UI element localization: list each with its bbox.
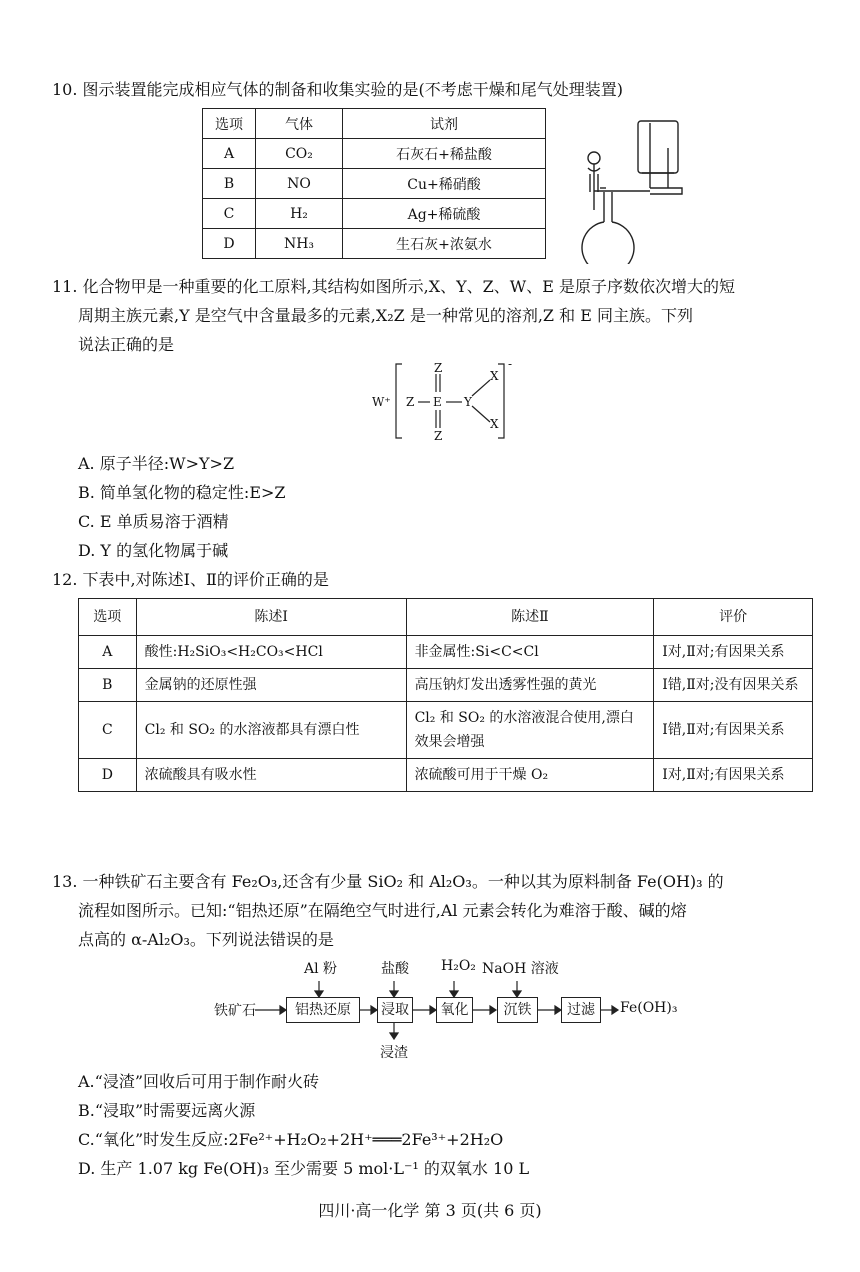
q11-line1: 11. 化合物甲是一种重要的化工原料,其结构如图所示,X、Y、Z、W、E 是原子序数依次增大的短 [52,277,735,296]
flow-step-oxidize: 氧化 [436,997,473,1023]
struct-z-bottom: Z [434,429,443,443]
struct-x-bottom: X [490,417,499,431]
struct-x-top: X [490,369,499,383]
q12-cell: 酸性:H₂SiO₃<H₂CO₃<HCl [136,636,406,669]
page-footer: 四川·高一化学 第 3 页(共 6 页) [318,1201,542,1220]
q12-cell: Ⅰ对,Ⅱ对;有因果关系 [654,759,813,792]
struct-charge: - [508,358,513,371]
struct-z-top: Z [434,361,443,375]
q12-stem: 12. 下表中,对陈述Ⅰ、Ⅱ的评价正确的是 [52,570,329,589]
q13-option-d: D. 生产 1.07 kg Fe(OH)₃ 至少需要 5 mol·L⁻¹ 的双氧水 10 L [78,1159,530,1178]
flow-input-naoh: NaOH 溶液 [482,961,559,977]
q10-cell: A [203,139,256,169]
q12-cell: Cl₂ 和 SO₂ 的水溶液都具有漂白性 [136,702,406,759]
q10-cell: NO [256,169,343,199]
struct-e: E [433,395,442,409]
struct-w: W⁺ [372,395,391,409]
table-row [203,229,546,259]
flow-step-filter: 过滤 [561,997,601,1023]
q11-option-b: B. 简单氢化物的稳定性:E>Z [78,483,286,502]
q12-cell: Ⅰ错,Ⅱ对;没有因果关系 [654,669,813,702]
q10-cell: D [203,229,256,259]
q10-header: 气体 [256,109,343,139]
q12-cell: A [79,636,137,669]
q12-cell: Ⅰ对,Ⅱ对;有因果关系 [654,636,813,669]
q10-cell: Ag+稀硫酸 [343,199,546,229]
q11-line2: 周期主族元素,Y 是空气中含量最多的元素,X₂Z 是一种常见的溶剂,Z 和 E 同主族。下列 [78,306,693,325]
q10-cell: CO₂ [256,139,343,169]
q12-cell: C [79,702,137,759]
table-row [79,636,813,669]
q13-option-c: C.“氧化”时发生反应:2Fe²⁺+H₂O₂+2H⁺═══2Fe³⁺+2H₂O [78,1130,504,1149]
q10-cell: 石灰石+稀盐酸 [343,139,546,169]
flow-residue: 浸渣 [380,1045,408,1061]
q12-cell: Ⅰ错,Ⅱ对;有因果关系 [654,702,813,759]
q11-option-d: D. Y 的氢化物属于碱 [78,541,229,560]
q13-option-a: A.“浸渣”回收后可用于制作耐火砖 [78,1072,320,1091]
q10-table [202,108,546,259]
flow-input-h2o2: H₂O₂ [441,958,476,974]
q12-cell: 浓硫酸具有吸水性 [136,759,406,792]
q10-cell: B [203,169,256,199]
q10-cell: C [203,199,256,229]
flow-step-precipitate: 沉铁 [497,997,538,1023]
struct-y: Y [464,395,472,409]
flow-input-al: Al 粉 [304,961,338,977]
q12-table [78,598,813,792]
q13-line1: 13. 一种铁矿石主要含有 Fe₂O₃,还含有少量 SiO₂ 和 Al₂O₃。一种以其为原料制备 Fe(OH)₃ 的 [52,872,724,891]
q10-header: 试剂 [343,109,546,139]
gas-apparatus-diagram [580,118,690,264]
table-row [79,759,813,792]
q10-cell: NH₃ [256,229,343,259]
table-row [203,199,546,229]
q13-option-b: B.“浸取”时需要远离火源 [78,1101,256,1120]
q10-stem: 10. 图示装置能完成相应气体的制备和收集实验的是(不考虑干燥和尾气处理装置) [52,80,624,99]
q12-cell: 非金属性:Si<C<Cl [406,636,654,669]
q10-cell: 生石灰+浓氨水 [343,229,546,259]
flow-start: 铁矿石 [214,1003,256,1019]
q12-header: 评价 [654,599,813,636]
q11-option-a: A. 原子半径:W>Y>Z [78,454,235,473]
q10-cell: H₂ [256,199,343,229]
q13-line3: 点高的 α-Al₂O₃。下列说法错误的是 [78,930,334,949]
table-row [79,702,813,759]
table-row [203,169,546,199]
table-row [79,599,813,636]
flow-step-reduction: 铝热还原 [286,997,360,1023]
q12-cell: D [79,759,137,792]
table-row [203,109,546,139]
compound-structure-diagram [370,358,520,444]
table-row [203,139,546,169]
q12-cell: Cl₂ 和 SO₂ 的水溶液混合使用,漂白效果会增强 [406,702,654,759]
q11-line3: 说法正确的是 [78,335,175,354]
q10-cell: Cu+稀硝酸 [343,169,546,199]
q12-header: 陈述Ⅰ [136,599,406,636]
table-row [79,669,813,702]
flow-step-leach: 浸取 [377,997,413,1023]
struct-z-left: Z [406,395,415,409]
flow-end: Fe(OH)₃ [620,1000,678,1016]
q12-cell: 高压钠灯发出透雾性强的黄光 [406,669,654,702]
q13-line2: 流程如图所示。已知:“铝热还原”在隔绝空气时进行,Al 元素会转化为难溶于酸、碱的熔 [78,901,687,920]
q12-cell: 浓硫酸可用于干燥 O₂ [406,759,654,792]
q10-header: 选项 [203,109,256,139]
q12-cell: 金属钠的还原性强 [136,669,406,702]
flow-input-hcl: 盐酸 [381,961,409,977]
q12-header: 选项 [79,599,137,636]
q12-cell: B [79,669,137,702]
q12-header: 陈述Ⅱ [406,599,654,636]
q11-option-c: C. E 单质易溶于酒精 [78,512,229,531]
